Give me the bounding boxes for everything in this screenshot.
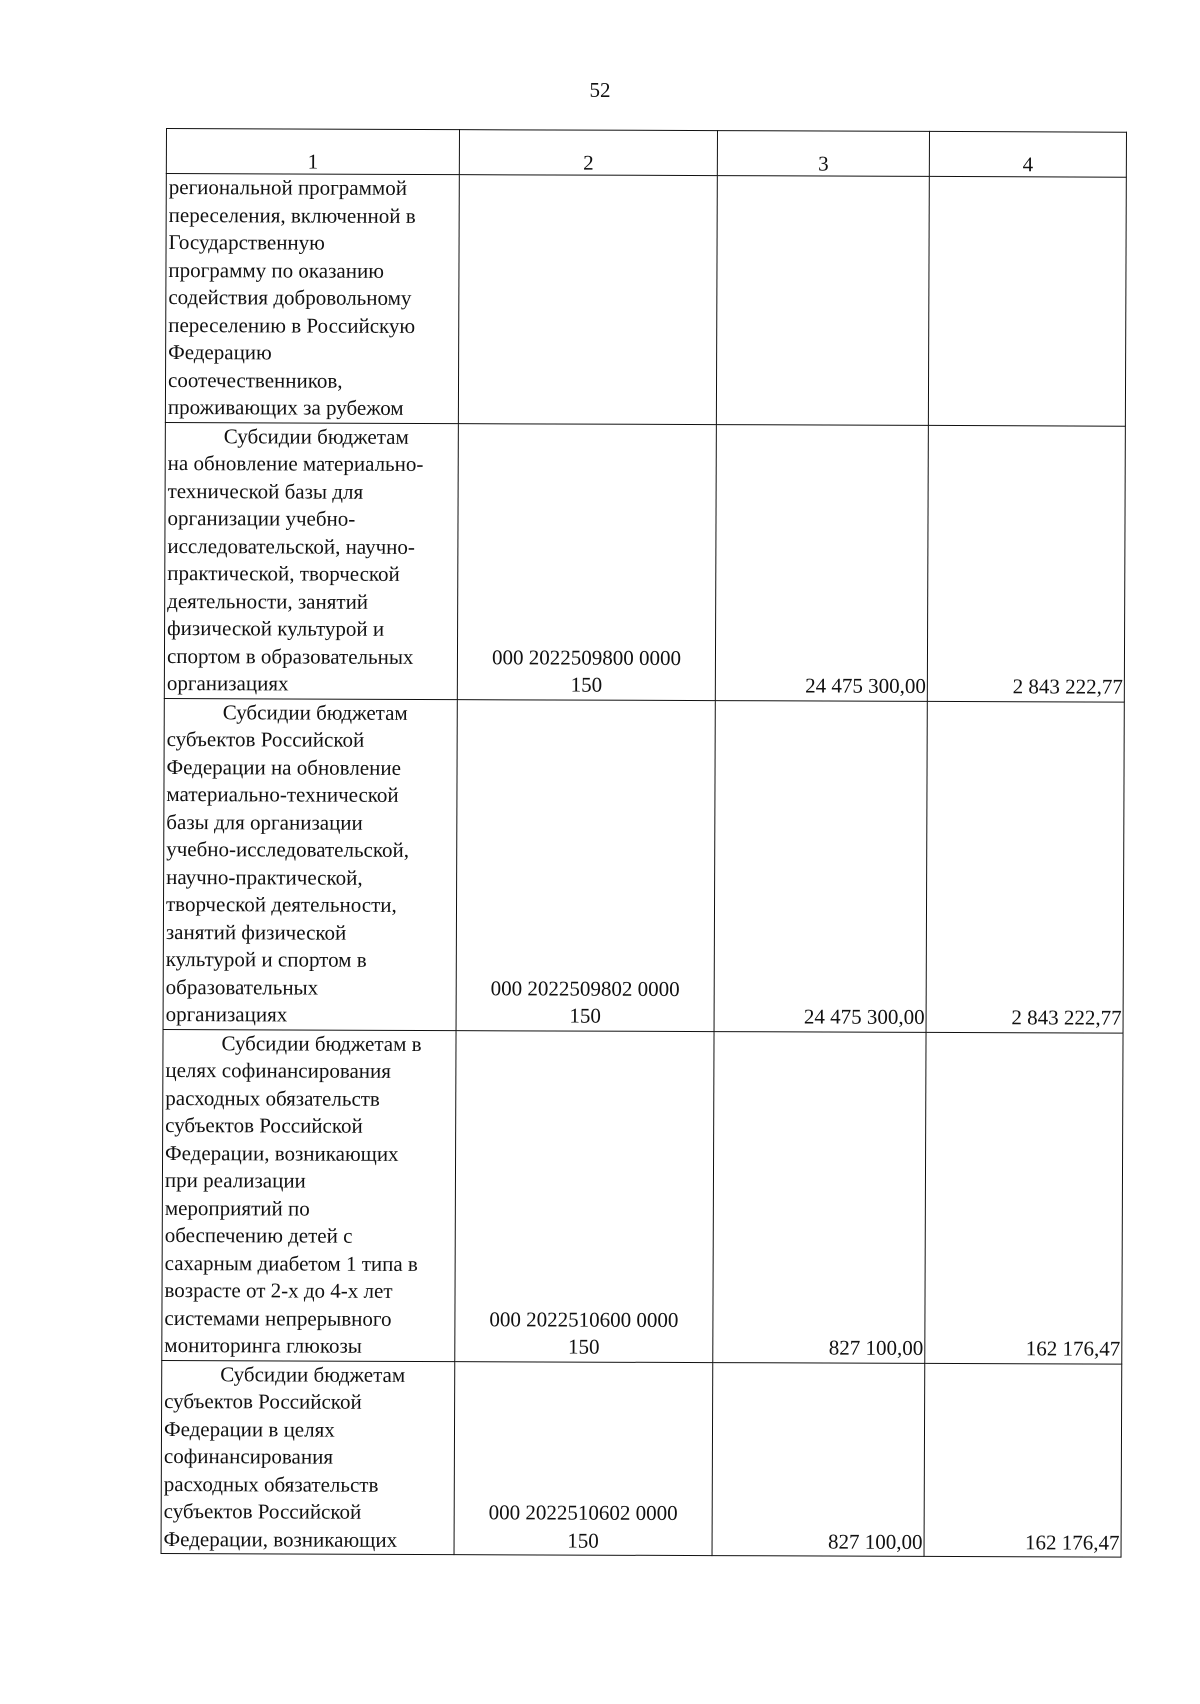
name-line: субъектов Российской (164, 1389, 362, 1414)
name-line: творческой деятельности, (165, 892, 397, 917)
header-row (166, 129, 1126, 178)
page-number: 52 (589, 78, 611, 102)
name-line: обеспечению детей с (164, 1223, 353, 1248)
cell-amount-col-3 (716, 176, 929, 425)
cell-amount-col-4: 2 843 222,77 (926, 701, 1124, 1033)
cell-amount-col-4: 162 176,47 (924, 1363, 1122, 1557)
code-line: 000 2022510602 0000 (488, 1500, 678, 1525)
name-line: мониторинга глюкозы (164, 1333, 362, 1358)
cell-code (456, 699, 715, 1031)
cell-amount-col-4: 162 176,47 (925, 1032, 1123, 1364)
header-col-3: 3 (717, 131, 929, 177)
name-line: системами непрерывного (164, 1305, 392, 1331)
cell-amount-col-3: 827 100,00 (713, 1031, 926, 1363)
table-row (163, 698, 1124, 1033)
name-line: образовательных (165, 974, 319, 1000)
name-line: сахарным диабетом 1 типа в (164, 1250, 418, 1276)
name-line: практической, творческой (167, 561, 400, 586)
cell-code (457, 423, 716, 700)
cell-code (455, 1030, 714, 1362)
name-line: базы для организации (166, 809, 363, 835)
cell-name (164, 422, 458, 699)
name-line: Федерации в целях (163, 1416, 335, 1442)
name-line: деятельности, занятий (167, 588, 369, 614)
cell-code (458, 175, 717, 424)
header-col-2: 2 (459, 130, 717, 176)
cell-amount-col-3: 827 100,00 (712, 1362, 925, 1556)
name-line: расходных обязательств (163, 1471, 379, 1497)
code-line: 150 (570, 672, 603, 697)
cell-name (162, 1029, 456, 1361)
name-line: Федерации, возникающих (163, 1526, 398, 1552)
table-row (161, 1360, 1122, 1557)
name-line: субъектов Российской (165, 1113, 363, 1138)
name-line: Федерацию (168, 340, 272, 365)
header-col-1: 1 (166, 129, 459, 175)
cell-amount-col-3: 24 475 300,00 (715, 424, 928, 701)
cell-amount-col-3: 24 475 300,00 (714, 700, 927, 1032)
name-line: содействия добровольному (168, 285, 412, 310)
name-line: переселения, включенной в (168, 202, 416, 228)
name-line: Федерации на обновление (166, 754, 401, 780)
table-body (161, 174, 1126, 1558)
name-line: учебно-исследовательской, (166, 837, 410, 862)
name-line: соотечественников, (167, 367, 343, 393)
table-row (162, 1029, 1123, 1364)
budget-table (161, 128, 1127, 1558)
name-line: программу по оказанию (168, 257, 384, 283)
name-line: Субсидии бюджетам (220, 1361, 406, 1387)
name-line: на обновление материально- (167, 451, 424, 476)
code-line: 150 (568, 1334, 600, 1359)
name-line: Федерации, возникающих (165, 1140, 399, 1166)
name-line: организации учебно- (167, 506, 356, 531)
name-line: Субсидии бюджетам (222, 699, 408, 725)
name-line: организациях (165, 1002, 288, 1027)
name-line: региональной программой (168, 175, 408, 200)
name-line: проживающих за рубежом (167, 395, 404, 420)
name-line: субъектов Российской (163, 1499, 362, 1524)
cell-name (163, 698, 457, 1030)
name-line: технической базы для (167, 478, 364, 504)
name-line: спортом в образовательных (166, 643, 414, 669)
name-line: софинансирования (163, 1444, 334, 1469)
header-col-4: 4 (929, 131, 1126, 177)
name-line: Субсидии бюджетам в (221, 1030, 422, 1056)
name-line: Субсидии бюджетам (223, 423, 409, 449)
name-line: мероприятий по (164, 1195, 310, 1221)
cell-name (165, 174, 459, 424)
name-line: субъектов Российской (166, 727, 365, 752)
name-line: культурой и спортом в (165, 947, 367, 972)
cell-code (454, 1361, 713, 1555)
cell-amount-col-4: 2 843 222,77 (927, 425, 1125, 702)
name-line: переселению в Российскую (168, 312, 416, 338)
code-line: 000 2022509800 0000 (491, 644, 682, 670)
cell-amount-col-4 (928, 176, 1126, 425)
name-line: при реализации (164, 1168, 306, 1193)
name-line: занятий физической (165, 919, 347, 945)
name-line: организациях (166, 671, 289, 696)
name-line: физической культурой и (167, 616, 385, 641)
code-line: 000 2022510600 0000 (489, 1306, 679, 1332)
code-line: 150 (567, 1528, 599, 1553)
code-line: 000 2022509802 0000 (490, 975, 680, 1001)
name-line: возрасте от 2-х до 4-х лет (164, 1278, 393, 1303)
code-line: 150 (569, 1003, 601, 1028)
budget-table-container (161, 128, 1127, 1558)
name-line: материально-технической (166, 782, 399, 807)
name-line: Государственную (168, 230, 325, 255)
name-line: расходных обязательств (165, 1085, 380, 1111)
cell-name (161, 1360, 455, 1555)
name-line: целях софинансирования (165, 1058, 392, 1083)
table-row (164, 422, 1125, 702)
name-line: исследовательской, научно- (167, 533, 415, 559)
table-row (165, 174, 1126, 426)
name-line: научно-практической, (166, 864, 363, 890)
